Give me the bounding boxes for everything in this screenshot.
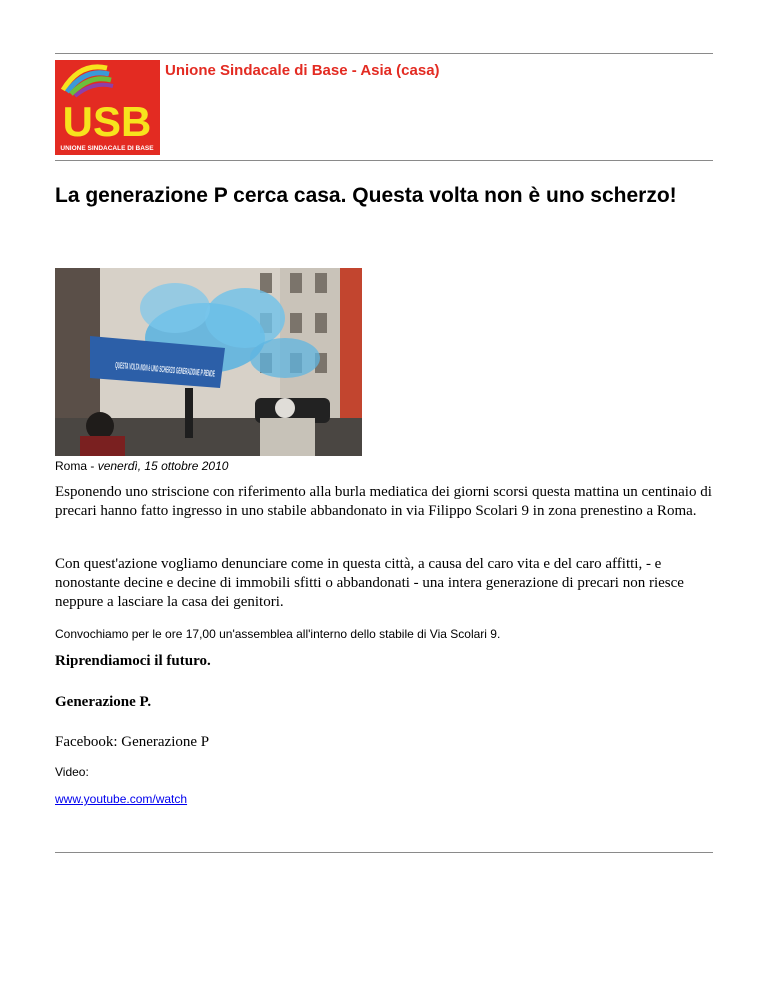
video-label: Video: (55, 765, 89, 779)
caption-separator: - (87, 459, 98, 473)
caption-date: venerdì, 15 ottobre 2010 (97, 459, 229, 473)
caption-place: Roma (55, 459, 88, 473)
signature: Generazione P. (55, 694, 152, 710)
slogan: Riprendiamoci il futuro. (55, 653, 211, 669)
bottom-divider (55, 852, 713, 853)
meeting-note: Convochiamo per le ore 17,00 un'assemblea all'interno dello stabile di Via Scolari 9. (55, 627, 501, 641)
video-link[interactable]: www.youtube.com/watch (55, 792, 188, 806)
usb-logo[interactable] (55, 60, 160, 155)
header-divider (55, 160, 713, 161)
article-title: La generazione P cerca casa. Questa volta non è uno scherzo! (55, 184, 677, 207)
logo-subtext: UNIONE SINDACALE DI BASE (60, 145, 154, 152)
video-link-row (55, 790, 715, 809)
paragraph-2: Con quest'azione vogliamo denunciare come in questa città, a causa del caro vita e del caro affitti, - e nonostante decine e decine di immobili sfitti o abbandonati - una intera generazione di precari non riesce neppure a lasciare la casa dei genitori. (55, 556, 684, 610)
top-divider (55, 53, 713, 54)
usb-logo-graphic (55, 60, 160, 155)
paragraph-1: Esponendo uno striscione con riferimento alla burla mediatica dei giorni scorsi questa mattina un centinaio di precari hanno fatto ingresso in uno stabile abbandonato in via Filippo Scolari 9 in zona prenestino a Roma. (55, 484, 712, 519)
facebook-line: Facebook: Generazione P (55, 734, 210, 750)
article-photo (55, 268, 362, 456)
site-title[interactable]: Unione Sindacale di Base - Asia (casa) (165, 62, 440, 79)
photo-caption (55, 459, 228, 473)
logo-text: USB (62, 98, 152, 145)
